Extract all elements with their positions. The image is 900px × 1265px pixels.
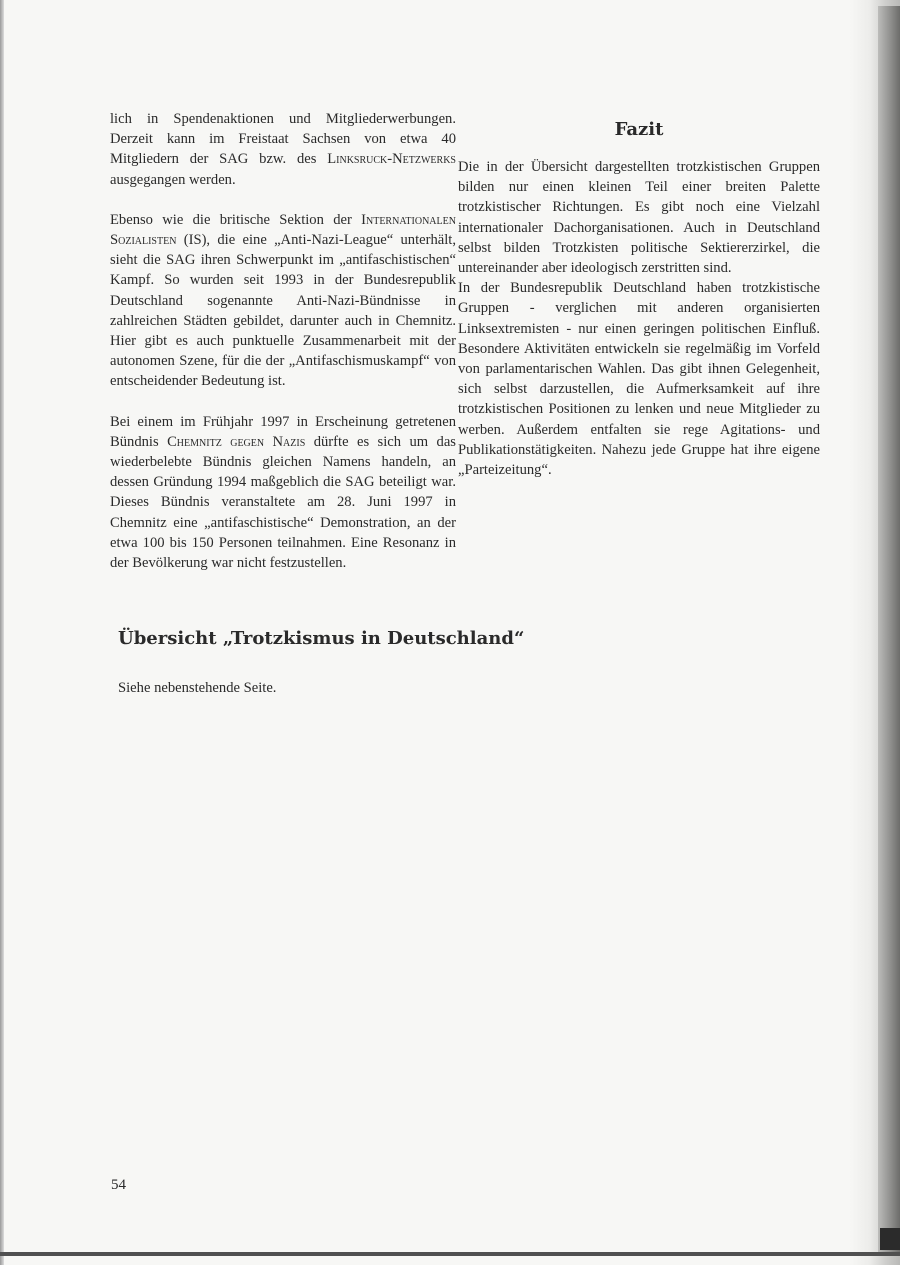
section-heading-overview: Übersicht „Trotzkismus in Deutschland“ [118, 628, 525, 649]
section-heading-fazit: Fazit [614, 119, 664, 140]
scan-shadow-right [878, 6, 900, 1256]
paragraph-chemnitz-alliance: Bei einem im Frühjahr 1997 in Erscheinung getretenen Bündnis Chemnitz gegen Nazis dürfte es sich um das wiederbelebte Bündnis gleichen Namens handeln, an dessen Gründung 1994 maßgeblich die SAG beteiligt war. Dieses Bündnis veranstaltete am 28. Juni 1997 in Chemnitz eine „antifaschistische“ Demonstration, an der etwa 100 bis 150 Personen teilnahmen. Eine Resonanz in der Bevölkerung war nicht festzustellen. [110, 413, 456, 572]
overview-note: Siehe nebenstehende Seite. [118, 680, 277, 696]
paragraph-antifascist-focus: Ebenso wie die britische Sektion der Internationalen Sozialisten (IS), die eine „Anti-Nazi-League“ unterhält, sieht die SAG ihren Schwerpunkt im „antifaschistischen“ Kampf. So wurden seit 1993 in der Bundesrepublik Deutschland sogenannte Anti-Nazi-Bündnisse in zahlreichen Städten gebildet, darunter auch in Chemnitz. Hier gibt es auch punktuelle Zusammenarbeit mit der autonomen Szene, für die der „Antifaschismuskampf“ von entscheidender Bedeutung ist. [110, 211, 456, 390]
org-name-linksruck: Linksruck-Netzwerks [327, 151, 456, 168]
page-number: 54 [111, 1177, 126, 1193]
scan-shadow-corner [880, 1228, 900, 1250]
paragraph-fazit-1: Die in der Übersicht dargestellten trotzkistischen Gruppen bilden nur einen kleinen Teil einer breiten Palette trotzkistischer Richtungen. Es gibt noch eine Vielzahl internationaler Dachorganisationen. Auch in Deutschland selbst bilden Trotzkisten politische Sektiererzirkel, die untereinander aber ideologisch zerstritten sind. [458, 159, 820, 277]
scan-edge-bottom [0, 1252, 900, 1256]
org-name-chemnitz: Chemnitz gegen Nazis [167, 433, 306, 450]
org-name-is: Internationalen Sozialisten [110, 211, 456, 249]
paragraph-fazit-2: In der Bundesrepublik Deutschland haben trotzkistische Gruppen - verglichen mit anderen organisierten Linksextremisten - nur einen geringen politischen Einfluß. Besondere Aktivitäten entwickeln sie regelmäßig im Vorfeld von parlamentarischen Wahlen. Das gibt ihnen Gelegenheit, sich selbst darzustellen, die Aufmerksamkeit auf ihre trotzkistischen Positionen zu lenken und neue Mitglieder zu werben. Außerdem entfalten sie rege Agitations- und Publikationstätigkeiten. Nahezu jede Gruppe hat ihre eigene „Parteizeitung“. [458, 280, 820, 479]
scan-edge-left [0, 0, 4, 1265]
left-text-column [110, 109, 456, 593]
right-text-column [458, 118, 820, 480]
paragraph-membership: lich in Spendenaktionen und Mitgliederwerbungen. Derzeit kann im Freistaat Sachsen von etwa 40 Mitgliedern der SAG bzw. des Linksruck-Netzwerks ausgegangen werden. [110, 111, 456, 188]
